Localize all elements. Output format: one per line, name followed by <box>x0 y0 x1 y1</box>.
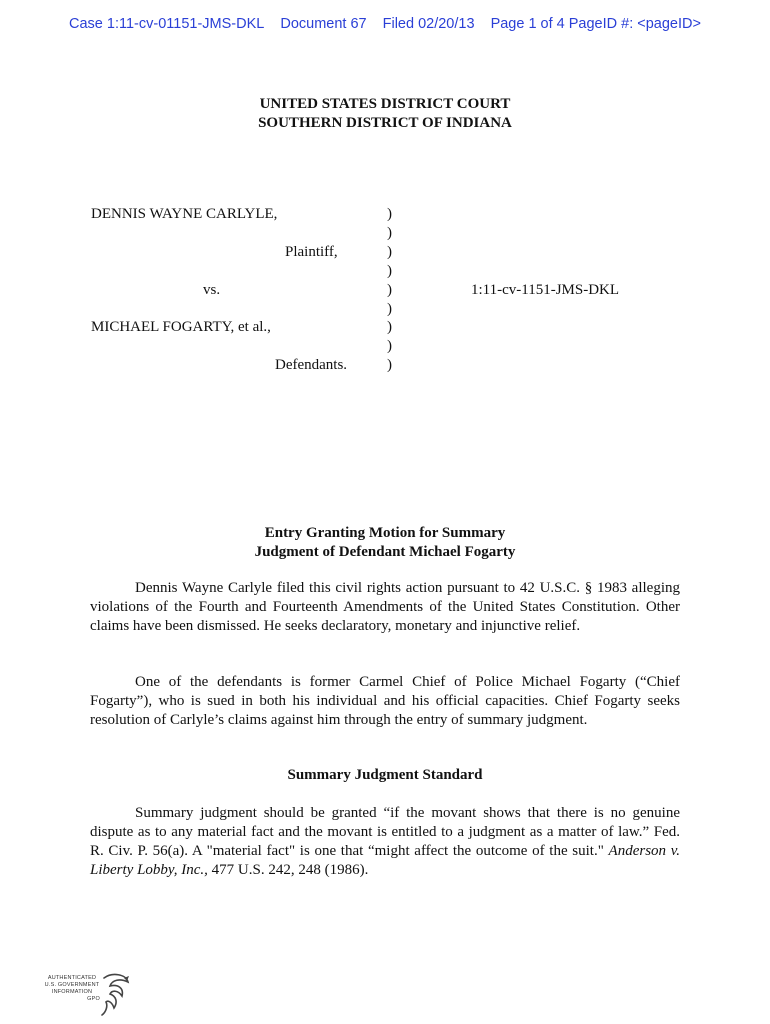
citation-reporter: 477 U.S. 242, 248 (1986). <box>207 862 369 878</box>
entry-title <box>0 524 770 562</box>
caption-paren: ) <box>387 225 392 241</box>
versus: vs. <box>203 282 221 298</box>
case-number: 1:11-cv-1151-JMS-DKL <box>471 282 620 298</box>
case-id: Case 1:11-cv-01151-JMS-DKL <box>69 16 265 32</box>
caption-paren: ) <box>387 319 392 335</box>
title-line-2: Judgment of Defendant Michael Fogarty <box>254 544 516 560</box>
eagle-icon <box>98 972 132 1017</box>
section-heading: Summary Judgment Standard <box>287 767 483 783</box>
caption-paren: ) <box>387 338 392 354</box>
paragraph-2-text: One of the defendants is former Carmel Chief of Police Michael Fogarty (“Chief Fogarty”), who is sued in both his individual and his official capacities. Chief Fogarty seeks resolution of Carlyle’s claims against him through the entry of summary judgment. <box>90 674 680 728</box>
court-name <box>0 95 770 133</box>
caption-paren: ) <box>387 301 392 317</box>
caption-paren: ) <box>387 357 392 373</box>
paragraph-2 <box>90 673 680 730</box>
document-number: Document 67 <box>280 16 367 32</box>
paragraph-3-text: Summary judgment should be granted “if the movant shows that there is no genuine dispute as to any material fact and the movant is entitled to a judgment as a matter of law.” Fed. R. Civ. P. 56(a). A "material fact" is one that “might affect the outcome of the suit." <box>90 805 680 859</box>
defendant-name: MICHAEL FOGARTY, et al., <box>91 319 271 335</box>
filing-header <box>0 16 770 32</box>
title-line-1: Entry Granting Motion for Summary <box>264 525 506 541</box>
paragraph-3 <box>90 804 680 880</box>
court-line-1: UNITED STATES DISTRICT COURT <box>259 96 511 112</box>
case-citation: Anderson v. Liberty Lobby, Inc., <box>90 843 680 878</box>
filed-date: Filed 02/20/13 <box>382 16 475 32</box>
caption-paren: ) <box>387 244 392 260</box>
court-line-2: SOUTHERN DISTRICT OF INDIANA <box>258 115 512 131</box>
gpo-seal-text: AUTHENTICATED U.S. GOVERNMENT INFORMATION GPO <box>44 975 100 1002</box>
defendant-role: Defendants. <box>275 357 348 373</box>
paragraph-1-text: Dennis Wayne Carlyle filed this civil rights action pursuant to 42 U.S.C. § 1983 alleging violations of the Fourth and Fourteenth Amendments of the United States Constitution. Other claims have been dismissed. He seeks declaratory, monetary and injunctive relief. <box>90 580 680 634</box>
caption-paren: ) <box>387 206 392 222</box>
plaintiff-role: Plaintiff, <box>285 244 338 260</box>
caption-paren: ) <box>387 263 392 279</box>
paragraph-1 <box>90 579 680 636</box>
plaintiff-name: DENNIS WAYNE CARLYLE, <box>91 206 278 222</box>
gpo-authentication-seal <box>40 972 135 1017</box>
page-info: Page 1 of 4 PageID #: <pageID> <box>490 16 701 32</box>
caption-paren: ) <box>387 282 392 298</box>
